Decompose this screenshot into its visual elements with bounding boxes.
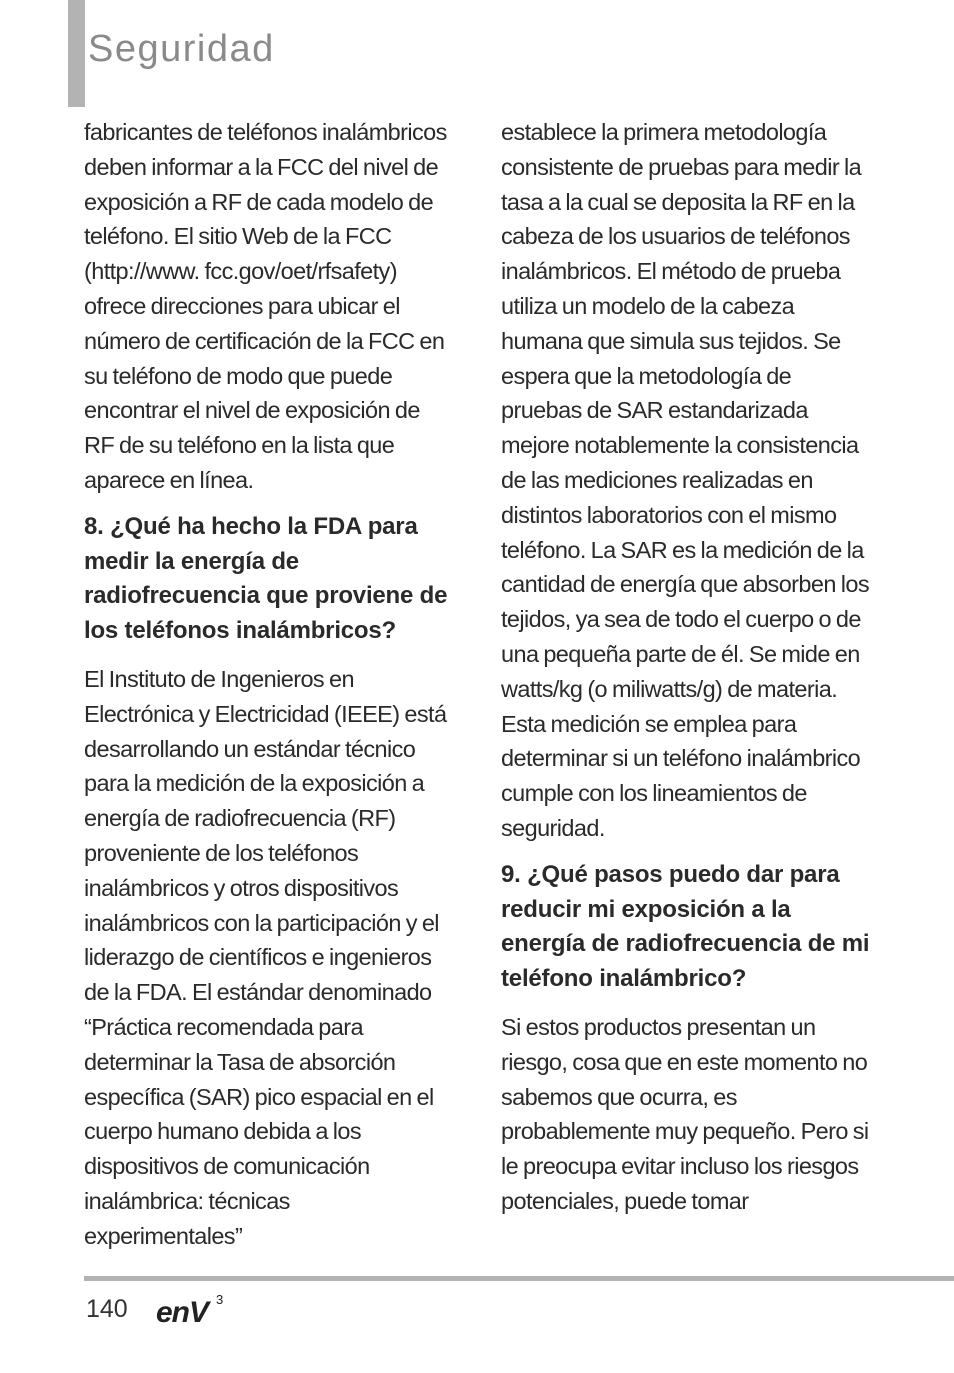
logo-text: enV	[156, 1296, 209, 1329]
footer-divider	[84, 1276, 954, 1281]
right-column	[501, 115, 871, 1231]
page-title: Seguridad	[88, 28, 275, 70]
left-column	[84, 115, 449, 1266]
body-paragraph: fabricantes de teléfonos inalámbricos deben informar a la FCC del nivel de exposición a RF de cada modelo de teléfono. El sitio Web de la FCC (http://www. fcc.gov/oet/rfsafety) ofrece direcciones para ubicar el número de certificación de la FCC en su teléfono de modo que puede encontrar el nivel de exposición de RF de su teléfono en la lista que aparece en línea.	[84, 119, 447, 493]
body-paragraph: establece la primera metodología consistente de pruebas para medir la tasa a la cual se deposita la RF en la cabeza de los usuarios de teléfonos inalámbricos. El método de prueba utiliza un modelo de la cabeza humana que simula sus tejidos. Se espera que la metodología de pruebas de SAR estandarizada mejore notablemente la consistencia de las mediciones realizadas en distintos laboratorios con el mismo teléfono. La SAR es la medición de la cantidad de energía que absorben los tejidos, ya sea de todo el cuerpo o de una pequeña parte de él. Se mide en watts/kg (o miliwatts/g) de materia. Esta medición se emplea para determinar si un teléfono inalámbrico cumple con los lineamientos de seguridad.	[501, 119, 869, 841]
question-heading-8: 8. ¿Qué ha hecho la FDA para medir la energía de radiofrecuencia que proviene de los teléfonos inalámbricos?	[84, 512, 448, 645]
header-accent-bar	[68, 0, 85, 107]
body-paragraph: El Instituto de Ingenieros en Electrónica y Electricidad (IEEE) está desarrollando un estándar técnico para la medición de la exposición a energía de radiofrecuencia (RF) proveniente de los teléfonos inalámbricos y otros dispositivos inalámbricos con la participación y el liderazgo de científicos e ingenieros de la FDA. El estándar denominado “Práctica recomendada para determinar la Tasa de absorción específica (SAR) pico espacial en el cuerpo humano debida a los dispositivos de comunicación inalámbrica: técnicas experimentales”	[84, 665, 447, 1249]
question-heading-9: 9. ¿Qué pasos puedo dar para reducir mi exposición a la energía de radiofrecuencia de mi teléfono inalámbrico?	[501, 860, 870, 993]
logo-superscript: 3	[216, 1292, 224, 1307]
page-number: 140	[86, 1295, 128, 1323]
body-paragraph: Si estos productos presentan un riesgo, cosa que en este momento no sabemos que ocurra, es probablemente muy pequeño. Pero si le preocupa evitar incluso los riesgos potenciales, puede tomar	[501, 1013, 869, 1214]
env3-logo	[156, 1290, 236, 1330]
